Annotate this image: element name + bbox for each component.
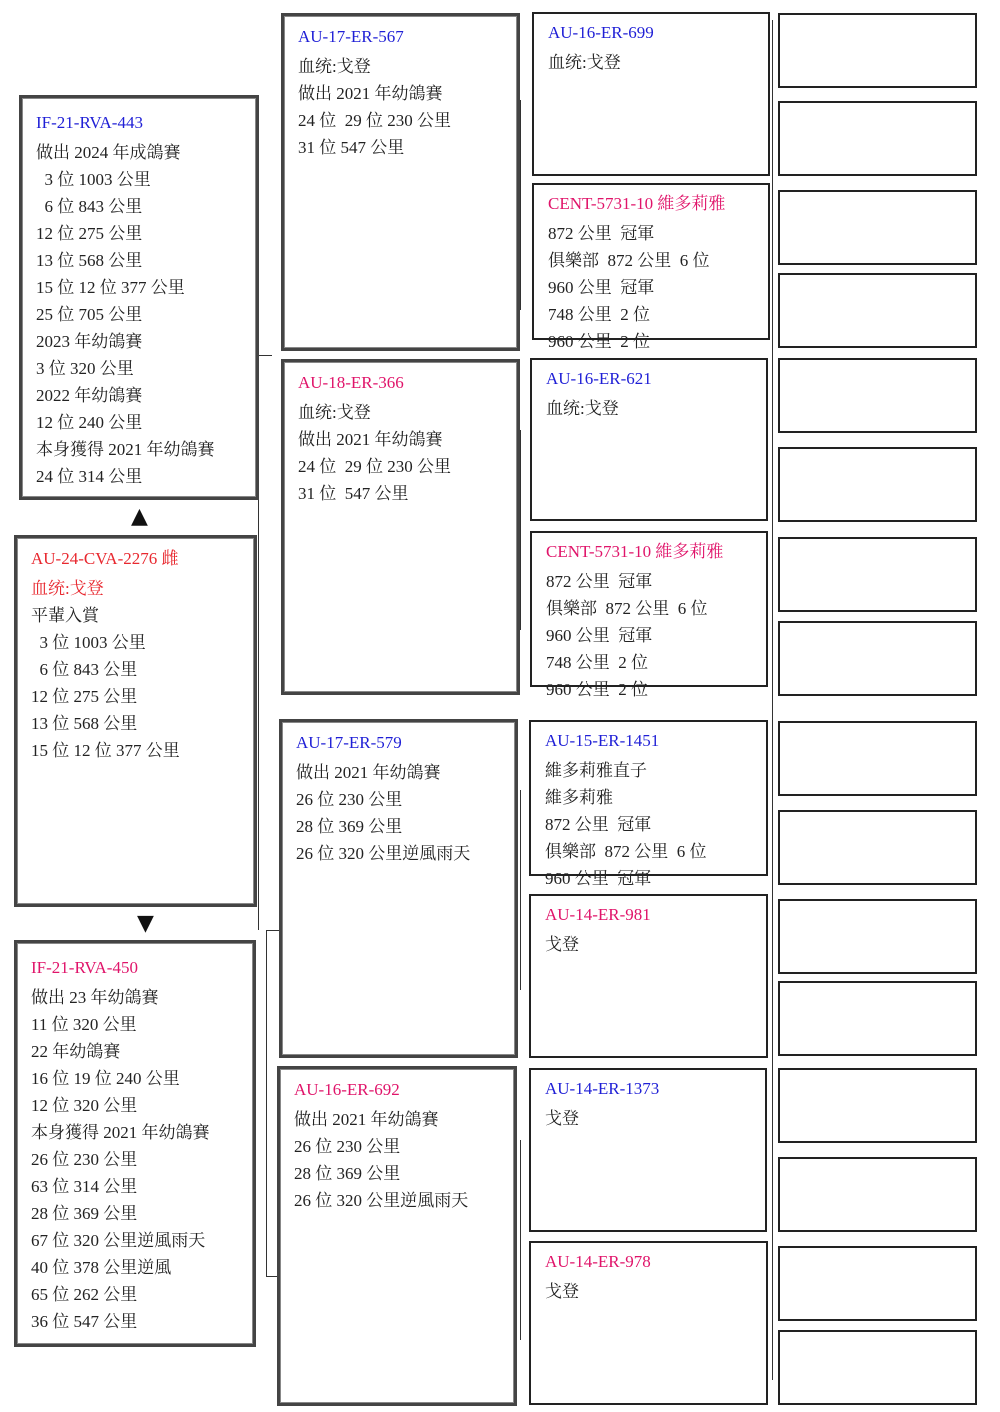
dam-line: 12 位 320 公里 — [31, 1096, 138, 1115]
grandparent-card — [281, 13, 520, 351]
connector-sire — [258, 170, 273, 930]
great-grandparent-line: 維多莉雅 — [545, 788, 613, 807]
great-grandparent-ring-id: AU-14-ER-978 — [545, 1252, 651, 1271]
great-grandparent-line: 960 公里 2 位 — [548, 332, 650, 351]
empty-ancestor-slot — [778, 13, 977, 88]
dam-line: 22 年幼鴿賽 — [31, 1042, 121, 1061]
grandparent-card — [281, 359, 520, 695]
empty-ancestor-slot — [778, 447, 977, 522]
great-grandparent-ring-id: CENT-5731-10 維多莉雅 — [548, 194, 726, 213]
subject-line: 13 位 568 公里 — [31, 714, 138, 733]
great-grandparent-card — [529, 720, 768, 888]
grandparent-card — [277, 1066, 517, 1406]
great-grandparent-ring-id: CENT-5731-10 維多莉雅 — [546, 542, 724, 561]
grandparent-line: 24 位 29 位 230 公里 — [298, 457, 451, 476]
connector-g2-1 — [520, 100, 531, 310]
sire-line: 12 位 240 公里 — [36, 413, 143, 432]
grandparent-ring-id: AU-17-ER-579 — [296, 733, 402, 752]
sire-line: 2022 年幼鴿賽 — [36, 386, 143, 405]
dam-ring-id: IF-21-RVA-450 — [31, 958, 138, 977]
great-grandparent-card — [529, 1241, 768, 1405]
grandparent-line: 26 位 230 公里 — [294, 1137, 401, 1156]
empty-ancestor-slot — [778, 537, 977, 612]
empty-ancestor-slot — [778, 981, 977, 1056]
great-grandparent-line: 維多莉雅直子 — [545, 761, 647, 780]
grandparent-line: 28 位 369 公里 — [296, 817, 403, 836]
dam-card — [14, 940, 256, 1347]
empty-ancestor-slot — [778, 273, 977, 348]
great-grandparent-line: 960 公里 2 位 — [546, 680, 648, 699]
subject-line: 血统:戈登 — [31, 579, 104, 598]
great-grandparent-card — [532, 183, 770, 351]
empty-ancestor-slot — [778, 1157, 977, 1232]
great-grandparent-line: 戈登 — [545, 1109, 579, 1128]
grandparent-ring-id: AU-17-ER-567 — [298, 27, 404, 46]
empty-ancestor-slot — [778, 101, 977, 176]
great-grandparent-ring-id: AU-14-ER-981 — [545, 905, 651, 924]
great-grandparent-line: 俱樂部 872 公里 6 位 — [545, 842, 707, 861]
sire-line: 2023 年幼鴿賽 — [36, 332, 143, 351]
grandparent-line: 31 位 547 公里 — [298, 138, 405, 157]
great-grandparent-line: 960 公里 冠軍 — [545, 869, 652, 888]
great-grandparent-line: 872 公里 冠軍 — [545, 815, 652, 834]
empty-ancestor-slot — [778, 358, 977, 433]
dam-line: 36 位 547 公里 — [31, 1312, 138, 1331]
sire-line: 3 位 320 公里 — [36, 359, 134, 378]
great-grandparent-line: 872 公里 冠軍 — [546, 572, 653, 591]
great-grandparent-line: 960 公里 冠軍 — [546, 626, 653, 645]
sire-ring-id: IF-21-RVA-443 — [36, 113, 143, 132]
subject-line: 平輩入賞 — [31, 606, 99, 625]
dam-line: 63 位 314 公里 — [31, 1177, 138, 1196]
great-grandparent-card — [530, 531, 768, 699]
great-grandparent-card — [529, 894, 768, 1058]
dam-line: 65 位 262 公里 — [31, 1285, 138, 1304]
great-grandparent-line: 748 公里 2 位 — [548, 305, 650, 324]
grandparent-line: 做出 2021 年幼鴿賽 — [294, 1110, 439, 1129]
grandparent-line: 26 位 320 公里逆風雨天 — [296, 844, 471, 863]
sire-card — [19, 95, 259, 500]
grandparent-ring-id: AU-16-ER-692 — [294, 1080, 400, 1099]
grandparent-line: 26 位 230 公里 — [296, 790, 403, 809]
subject-line: 12 位 275 公里 — [31, 687, 138, 706]
empty-ancestor-slot — [778, 899, 977, 974]
grandparent-line: 做出 2021 年幼鴿賽 — [298, 84, 443, 103]
great-grandparent-ring-id: AU-16-ER-699 — [548, 23, 654, 42]
grandparent-ring-id: AU-18-ER-366 — [298, 373, 404, 392]
empty-ancestor-slot — [778, 1330, 977, 1405]
great-grandparent-ring-id: AU-15-ER-1451 — [545, 731, 660, 750]
sire-line: 3 位 1003 公里 — [36, 170, 151, 189]
grandparent-line: 26 位 320 公里逆風雨天 — [294, 1191, 469, 1210]
subject-card — [14, 535, 257, 907]
dam-line: 本身獲得 2021 年幼鴿賽 — [31, 1123, 210, 1142]
subject-ring-id: AU-24-CVA-2276 雌 — [31, 549, 179, 568]
great-grandparent-line: 俱樂部 872 公里 6 位 — [546, 599, 708, 618]
subject-line: 15 位 12 位 377 公里 — [31, 741, 180, 760]
sire-line: 做出 2024 年成鴿賽 — [36, 143, 181, 162]
dam-line: 做出 23 年幼鴿賽 — [31, 988, 159, 1007]
grandparent-line: 28 位 369 公里 — [294, 1164, 401, 1183]
subject-line: 3 位 1003 公里 — [31, 633, 146, 652]
grandparent-line: 做出 2021 年幼鴿賽 — [296, 763, 441, 782]
grandparent-card — [279, 719, 518, 1058]
great-grandparent-card — [530, 358, 768, 521]
grandparent-line: 24 位 29 位 230 公里 — [298, 111, 451, 130]
grandparent-line: 血统:戈登 — [298, 403, 371, 422]
sire-line: 12 位 275 公里 — [36, 224, 143, 243]
great-grandparent-line: 血统:戈登 — [546, 399, 619, 418]
subject-details — [31, 575, 242, 764]
great-grandparent-line: 960 公里 冠軍 — [548, 278, 655, 297]
dam-line: 26 位 230 公里 — [31, 1150, 138, 1169]
grandparent-line: 做出 2021 年幼鴿賽 — [298, 430, 443, 449]
great-grandparent-ring-id: AU-16-ER-621 — [546, 369, 652, 388]
sire-line: 15 位 12 位 377 公里 — [36, 278, 185, 297]
arrow-down-icon: ▼ — [137, 911, 154, 936]
empty-ancestor-slot — [778, 1246, 977, 1321]
subject-line: 6 位 843 公里 — [31, 660, 138, 679]
dam-line: 28 位 369 公里 — [31, 1204, 138, 1223]
great-grandparent-card — [529, 1068, 767, 1232]
great-grandparent-card — [532, 12, 770, 176]
dam-line: 40 位 378 公里逆風 — [31, 1258, 172, 1277]
empty-ancestor-slot — [778, 621, 977, 696]
sire-line: 本身獲得 2021 年幼鴿賽 — [36, 440, 215, 459]
sire-line: 13 位 568 公里 — [36, 251, 143, 270]
connector-sire-stub — [258, 355, 272, 357]
great-grandparent-ring-id: AU-14-ER-1373 — [545, 1079, 660, 1098]
empty-ancestor-slot — [778, 721, 977, 796]
great-grandparent-line: 戈登 — [545, 935, 579, 954]
great-grandparent-line: 俱樂部 872 公里 6 位 — [548, 251, 710, 270]
great-grandparent-line: 戈登 — [545, 1282, 579, 1301]
arrow-up-icon: ▲ — [131, 504, 148, 529]
empty-ancestor-slot — [778, 190, 977, 265]
great-grandparent-line: 血统:戈登 — [548, 53, 621, 72]
grandparent-line: 31 位 547 公里 — [298, 484, 409, 503]
grandparent-line: 血统:戈登 — [298, 57, 371, 76]
dam-line: 67 位 320 公里逆風雨天 — [31, 1231, 206, 1250]
sire-line: 25 位 705 公里 — [36, 305, 143, 324]
dam-line: 11 位 320 公里 — [31, 1015, 137, 1034]
great-grandparent-line: 748 公里 2 位 — [546, 653, 648, 672]
empty-ancestor-slot — [778, 810, 977, 885]
sire-line: 6 位 843 公里 — [36, 197, 143, 216]
empty-ancestor-slot — [778, 1068, 977, 1143]
great-grandparent-line: 872 公里 冠軍 — [548, 224, 655, 243]
dam-line: 16 位 19 位 240 公里 — [31, 1069, 180, 1088]
sire-line: 24 位 314 公里 — [36, 467, 143, 486]
